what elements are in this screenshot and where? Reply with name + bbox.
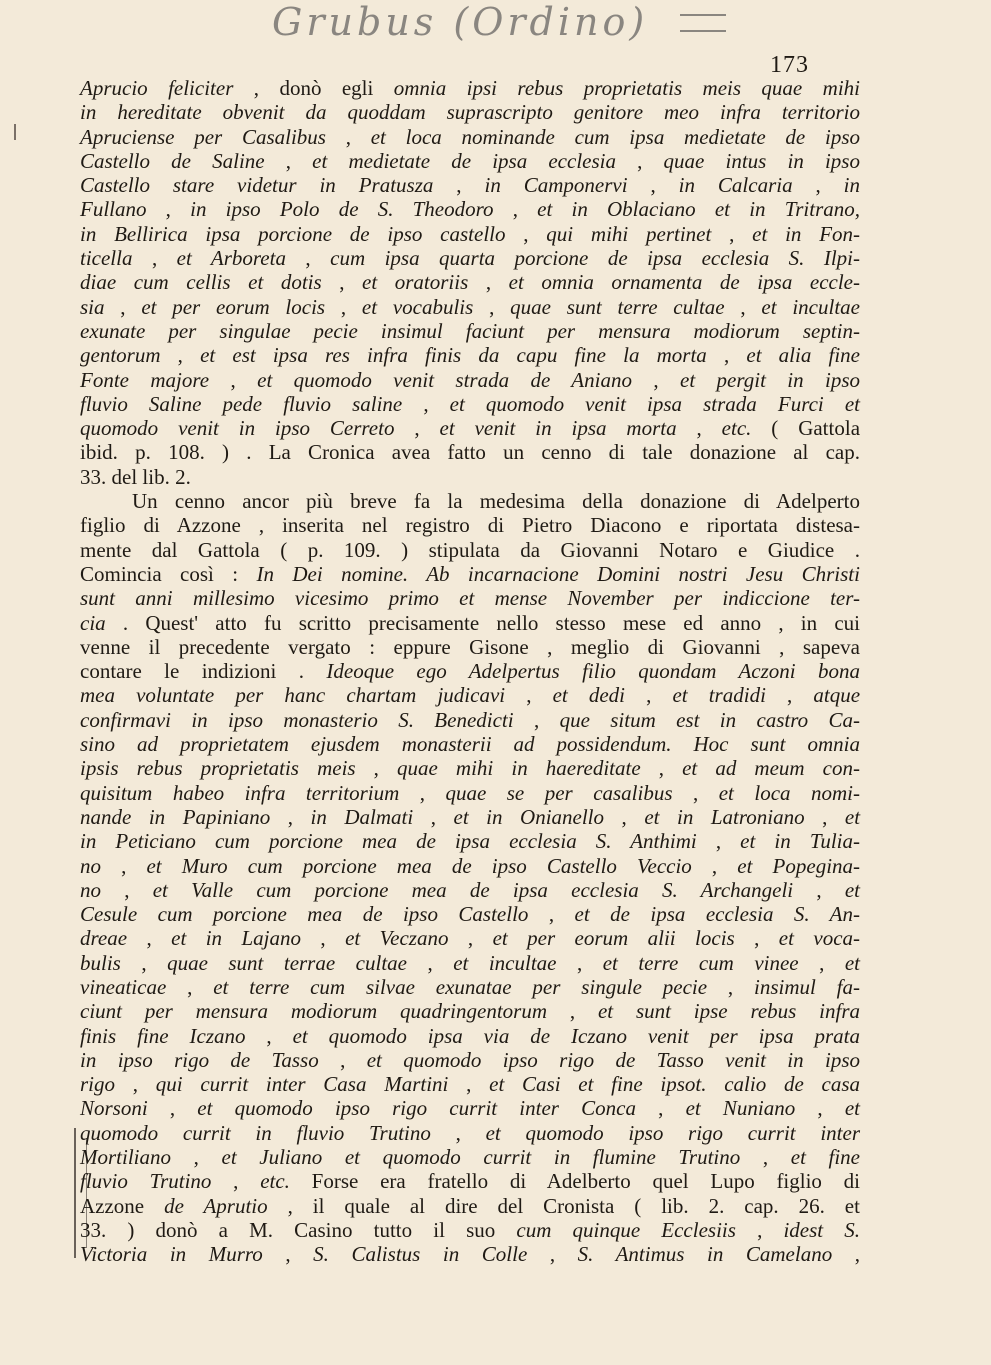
latin-quote-text: que situm est in castro Ca-: [559, 707, 861, 732]
commentary-text: ,: [707, 974, 754, 999]
text-line: [80, 416, 860, 440]
latin-quote-text: sia: [80, 294, 105, 319]
latin-quote-text: quomodo venit in ipso Cerreto: [80, 416, 395, 441]
text-line: [80, 732, 860, 756]
text-line: [80, 173, 860, 197]
commentary-text: ,: [793, 877, 845, 902]
latin-quote-text: et de ipsa ecclesia S. An-: [574, 902, 861, 927]
commentary-text: ,: [527, 1242, 578, 1267]
text-line: [80, 125, 860, 149]
latin-quote-text: idest S.: [783, 1217, 861, 1242]
latin-quote-text: et loca nomi-: [718, 780, 860, 805]
latin-quote-text: et per eorum alii locis: [492, 926, 735, 951]
commentary-text: ,: [832, 1242, 861, 1267]
text-line: [80, 708, 860, 732]
latin-quote-text: et quomodo ipsa via de Iczano venit per ipsa prata: [292, 1023, 860, 1048]
latin-quote-text: Castello de Saline: [80, 148, 265, 173]
latin-quote-text: cia: [80, 610, 106, 635]
commentary-text: ,: [101, 853, 147, 878]
latin-quote-text: et incultae: [453, 950, 557, 975]
latin-quote-text: quae mihi in haereditate: [397, 756, 641, 781]
commentary-text: ,: [795, 1096, 845, 1121]
handwritten-note: Grubus (Ordino): [272, 0, 649, 44]
text-line: [80, 76, 860, 100]
commentary-text: contare le indizioni .: [80, 659, 327, 684]
latin-quote-text: et in Onianello: [453, 804, 605, 829]
latin-quote-text: et in Fon-: [752, 221, 861, 246]
latin-quote-text: et est ipsa res infra finis da capu fine la morta: [200, 343, 707, 368]
commentary-text: ,: [264, 148, 313, 173]
text-line: [80, 562, 860, 586]
commentary-text: ,: [735, 1217, 784, 1242]
latin-quote-text: gentorum: [80, 343, 161, 368]
latin-quote-text: Victoria in Murro: [80, 1242, 263, 1267]
commentary-text: ,: [430, 1120, 486, 1145]
latin-quote-text: in ipso rigo de Tasso: [80, 1047, 319, 1072]
latin-quote-text: omnia ipsi rebus proprietatis meis quae mihi: [393, 76, 860, 100]
commentary-text: Comincia così :: [80, 561, 257, 586]
latin-quote-text: et quomodo ipso rigo currit inter Conca: [197, 1096, 636, 1121]
commentary-text: ,: [473, 294, 511, 319]
text-line: [80, 1242, 860, 1266]
commentary-text: ,: [406, 950, 454, 975]
commentary-text: ,: [505, 221, 547, 246]
latin-quote-text: et in Tulia-: [740, 829, 860, 854]
latin-quote-text: In Dei nomine. Ab incarnacione Domini nostri Jesu Christi: [256, 561, 860, 586]
text-line: [80, 1169, 860, 1193]
latin-quote-text: et voca-: [778, 926, 861, 951]
latin-quote-text: in Dalmati: [310, 804, 414, 829]
latin-quote-text: et omnia ornamenta de ipsa eccle-: [508, 270, 860, 295]
text-line: [80, 319, 860, 343]
latin-quote-text: in: [843, 173, 861, 198]
latin-quote-text: et in Lajano: [171, 926, 301, 951]
commentary-text: ,: [604, 804, 645, 829]
latin-quote-text: de Aprutio: [164, 1193, 268, 1218]
commentary-text: ,: [433, 173, 485, 198]
commentary-text: ,: [120, 950, 168, 975]
commentary-text: ,: [399, 780, 446, 805]
commentary-text: ,: [270, 804, 311, 829]
commentary-text: ,: [318, 1047, 367, 1072]
text-line: [80, 951, 860, 975]
text-line: [80, 1072, 860, 1096]
commentary-text: ,: [132, 246, 177, 271]
latin-quote-text: S. Calistus in Colle: [313, 1242, 528, 1267]
latin-quote-text: et: [844, 950, 861, 975]
latin-quote-text: dreae: [80, 926, 128, 951]
latin-quote-text: sunt anni millesimo vicesimo primo et mense November per indiccione ter-: [80, 586, 860, 611]
latin-quote-text: rigo: [80, 1072, 116, 1097]
text-line: [80, 100, 860, 124]
commentary-text: ,: [556, 950, 603, 975]
commentary-text: Forse era fratello di Adelberto quel Lupo figlio di: [289, 1169, 861, 1194]
latin-quote-text: diae cum cellis et dotis: [80, 270, 322, 295]
text-line: [80, 343, 860, 367]
commentary-text: ,: [513, 707, 560, 732]
latin-quote-text: et quomodo ipso rigo de Tasso venit in ipso: [366, 1047, 861, 1072]
commentary-text: ,: [798, 950, 845, 975]
latin-quote-text: cum quinque Ecclesiis: [516, 1217, 736, 1242]
commentary-text: ,: [640, 756, 683, 781]
text-line: [80, 805, 860, 829]
text-line: [80, 829, 860, 853]
latin-quote-text: qui mihi pertinet: [546, 221, 712, 246]
commentary-text: ,: [691, 853, 738, 878]
latin-quote-text: et vocabulis: [361, 294, 474, 319]
commentary-text: ,: [493, 197, 538, 222]
text-line: [80, 1218, 860, 1242]
latin-quote-text: exunate per singulae pecie insimul faciunt per mensura modiorum septin-: [80, 318, 860, 343]
commentary-text: ,: [765, 683, 814, 708]
latin-quote-text: ticella: [80, 246, 133, 271]
text-line: [80, 1024, 860, 1048]
latin-quote-text: vineaticae: [80, 974, 167, 999]
latin-quote-text: confirmavi in ipso monasterio S. Benedicti: [80, 707, 514, 732]
commentary-text: ,: [631, 367, 680, 392]
latin-quote-text: et Veczano: [345, 926, 449, 951]
body-text: [80, 76, 860, 1267]
commentary-text: ,: [615, 148, 664, 173]
text-line: [80, 586, 860, 610]
latin-quote-text: et Juliano et quomodo currit in flumine Trutino: [221, 1145, 741, 1170]
text-line: [80, 854, 860, 878]
latin-quote-text: S. Antimus in Camelano: [577, 1242, 833, 1267]
latin-quote-text: Norsoni: [80, 1096, 148, 1121]
latin-quote-text: et dedi: [552, 683, 625, 708]
text-line: [80, 538, 860, 562]
text-line: [80, 440, 860, 464]
commentary-text: ,: [147, 1096, 198, 1121]
commentary-text: ,: [245, 1023, 293, 1048]
latin-quote-text: quisitum habeo infra territorium: [80, 780, 400, 805]
latin-quote-text: et fine: [790, 1145, 861, 1170]
commentary-text: ,: [211, 1169, 261, 1194]
text-line: [80, 999, 860, 1023]
commentary-text: ,: [706, 343, 747, 368]
latin-quote-text: quae se per casalibus: [445, 780, 673, 805]
commentary-text: ,: [146, 197, 191, 222]
latin-quote-text: insimul fa-: [753, 974, 860, 999]
latin-quote-text: et alia fine: [746, 343, 860, 368]
commentary-text: ,: [321, 270, 363, 295]
commentary-text: ibid. p. 108. ) . La Cronica avea fatto un cenno di tale donazione al cap.: [80, 440, 860, 465]
latin-quote-text: no: [80, 853, 101, 878]
commentary-text: ,: [355, 756, 398, 781]
latin-quote-text: et oratoriis: [362, 270, 469, 295]
text-line: [80, 926, 860, 950]
text-line: [80, 368, 860, 392]
commentary-text: ,: [672, 780, 719, 805]
commentary-text: ,: [413, 804, 454, 829]
latin-quote-text: fluvio Saline pede fluvio saline: [80, 391, 403, 416]
text-line: [80, 295, 860, 319]
page-number: 173: [770, 52, 809, 78]
latin-quote-text: et venit in ipsa morta: [439, 416, 677, 441]
commentary-text: Azzone: [80, 1193, 165, 1218]
latin-quote-text: et: [844, 1096, 860, 1121]
commentary-text: ,: [547, 999, 598, 1024]
latin-quote-text: in Bellirica ipsa porcione de ipso castello: [80, 221, 506, 246]
latin-quote-text: et tradidi: [672, 683, 766, 708]
commentary-text: ,: [740, 1145, 791, 1170]
latin-quote-text: ipsis rebus proprietatis meis: [80, 756, 356, 781]
commentary-text: ,: [804, 804, 845, 829]
latin-quote-text: cum ipsa quarta porcione de ipsa ecclesia S. Ilpi-: [330, 246, 861, 271]
latin-quote-text: Cesule cum porcione mea de ipso Castello: [80, 902, 529, 927]
text-line: [80, 1121, 860, 1145]
commentary-text: ,: [792, 173, 844, 198]
text-line: [80, 611, 860, 635]
latin-quote-text: nande in Papiniano: [80, 804, 271, 829]
commentary-text: venne il precedente vergato : eppure Gisone , meglio di Giovanni , sapeva: [80, 634, 860, 659]
latin-quote-text: et Valle cum porcione mea de ipsa ecclesia S. Archangeli: [152, 877, 794, 902]
commentary-text: ,: [127, 926, 172, 951]
latin-quote-text: no: [80, 877, 101, 902]
text-line: [80, 1048, 860, 1072]
commentary-text: ,: [325, 124, 371, 149]
commentary-text: . Quest' atto fu scritto precisamente nello stesso mese ed anno , in cui: [105, 610, 860, 635]
latin-quote-text: et ad meum con-: [682, 756, 860, 781]
commentary-text: 33. del lib. 2.: [80, 464, 191, 489]
latin-quote-text: Aprucio feliciter: [80, 76, 234, 100]
commentary-text: , il quale al dire del Cronista ( lib. 2. cap. 26. et: [267, 1193, 860, 1218]
commentary-text: ,: [101, 877, 153, 902]
latin-quote-text: etc.: [721, 416, 752, 441]
text-line: [80, 1145, 860, 1169]
latin-quote-text: Fullano: [80, 197, 147, 222]
commentary-text: ( Gattola: [751, 416, 861, 441]
text-line: [80, 489, 860, 513]
text-line: [80, 683, 860, 707]
latin-quote-text: et loca nominande cum ipsa medietate de ipso: [370, 124, 861, 149]
latin-quote-text: et in Oblaciano et in Tritrano,: [537, 197, 861, 222]
latin-quote-text: fluvio Trutino: [80, 1169, 212, 1194]
latin-quote-text: et terre cum vinee: [602, 950, 799, 975]
text-line: [80, 149, 860, 173]
latin-quote-text: Fonte majore: [80, 367, 210, 392]
latin-quote-text: in Peticiano cum porcione mea de ipsa ecclesia S. Anthimi: [80, 829, 697, 854]
latin-quote-text: finis fine Iczano: [80, 1023, 246, 1048]
text-line: [80, 465, 860, 489]
latin-quote-text: atque: [813, 683, 861, 708]
margin-mark: [14, 124, 16, 140]
latin-quote-text: et quomodo venit strada de Aniano: [257, 367, 632, 392]
commentary-text: 33. ) donò a M. Casino tutto il suo: [80, 1217, 517, 1242]
latin-quote-text: et quomodo venit ipsa strada Furci et: [449, 391, 860, 416]
text-line: [80, 513, 860, 537]
latin-quote-text: et per eorum locis: [141, 294, 326, 319]
latin-quote-text: et: [844, 877, 861, 902]
text-line: [80, 246, 860, 270]
text-line: [80, 392, 860, 416]
commentary-text: , donò egli: [233, 76, 394, 100]
commentary-text: ,: [394, 416, 440, 441]
commentary-text: ,: [300, 926, 346, 951]
latin-quote-text: Castello stare videtur in Pratusza: [80, 173, 434, 198]
commentary-text: ,: [505, 683, 553, 708]
latin-quote-text: quae sunt terrae cultae: [167, 950, 407, 975]
commentary-text: ,: [734, 926, 779, 951]
commentary-text: ,: [171, 1145, 222, 1170]
latin-quote-text: Mortiliano: [80, 1145, 172, 1170]
latin-quote-text: sino ad proprietatem ejusdem monasterii ad possidendum. Hoc sunt omnia: [80, 732, 860, 757]
latin-quote-text: et: [844, 804, 861, 829]
latin-quote-text: et medietate de ipsa ecclesia: [312, 148, 616, 173]
latin-quote-text: et sunt ipse rebus infra: [597, 999, 861, 1024]
latin-quote-text: et in Latroniano: [644, 804, 805, 829]
text-line: [80, 902, 860, 926]
commentary-text: ,: [325, 294, 362, 319]
commentary-text: ,: [104, 294, 142, 319]
latin-quote-text: et pergit in ipso: [680, 367, 861, 392]
commentary-text: ,: [448, 926, 493, 951]
commentary-text: ,: [209, 367, 258, 392]
text-line: [80, 635, 860, 659]
latin-quote-text: in ipso Polo de S. Theodoro: [190, 197, 494, 222]
latin-quote-text: bulis: [80, 950, 121, 975]
latin-quote-text: qui currit inter Casa Martini: [155, 1072, 449, 1097]
commentary-text: Un cenno ancor più breve fa la medesima della donazione di Adelperto: [132, 489, 860, 514]
text-line: [80, 878, 860, 902]
latin-quote-text: quae sunt terre cultae: [510, 294, 725, 319]
latin-quote-text: in hereditate obvenit da quoddam suprascripto genitore meo infra territorio: [80, 100, 860, 125]
commentary-text: ,: [676, 416, 722, 441]
handwritten-double-dash: [680, 14, 726, 32]
commentary-text: ,: [528, 902, 575, 927]
margin-bracket-line: [74, 1128, 76, 1258]
commentary-text: ,: [627, 173, 679, 198]
text-line: [80, 659, 860, 683]
commentary-text: ,: [448, 1072, 490, 1097]
latin-quote-text: mea voluntate per hanc chartam judicavi: [80, 683, 506, 708]
latin-quote-text: ciunt per mensura modiorum quadringentorum: [80, 999, 548, 1024]
latin-quote-text: et Popegina-: [737, 853, 861, 878]
latin-quote-text: et Arboreta: [176, 246, 286, 271]
latin-quote-text: Ideoque ego Adelpertus filio quondam Aczoni bona: [326, 659, 860, 684]
commentary-text: ,: [166, 974, 214, 999]
commentary-text: figlio di Azzone , inserita nel registro di Pietro Diacono e riportata distesa-: [80, 513, 860, 538]
text-line: [80, 1194, 860, 1218]
latin-quote-text: et quomodo ipso rigo currit inter: [485, 1120, 860, 1145]
text-line: [80, 781, 860, 805]
latin-quote-text: et Casi et fine ipsot. calio de casa: [489, 1072, 861, 1097]
text-line: [80, 222, 860, 246]
commentary-text: ,: [711, 221, 753, 246]
latin-quote-text: et incultae: [761, 294, 860, 319]
commentary-text: ,: [468, 270, 509, 295]
latin-quote-text: quae intus in ipso: [663, 148, 860, 173]
text-line: [80, 975, 860, 999]
latin-quote-text: Apruciense per Casalibus: [80, 124, 326, 149]
text-line: [80, 197, 860, 221]
commentary-text: ,: [724, 294, 762, 319]
commentary-text: ,: [262, 1242, 314, 1267]
commentary-text: ,: [115, 1072, 156, 1097]
text-line: [80, 756, 860, 780]
commentary-text: mente dal Gattola ( p. 109. ) stipulata da Giovanni Notaro e Giudice .: [80, 537, 860, 562]
commentary-text: ,: [635, 1096, 686, 1121]
latin-quote-text: in Camponervi: [484, 173, 628, 198]
text-line: [80, 1096, 860, 1120]
commentary-text: ,: [696, 829, 741, 854]
latin-quote-text: et Nuniano: [685, 1096, 796, 1121]
text-line: [80, 270, 860, 294]
commentary-text: ,: [402, 391, 450, 416]
latin-quote-text: etc.: [260, 1169, 290, 1194]
commentary-text: ,: [625, 683, 673, 708]
latin-quote-text: et Muro cum porcione mea de ipso Castello Veccio: [146, 853, 692, 878]
commentary-text: ,: [285, 246, 331, 271]
latin-quote-text: in Calcaria: [678, 173, 793, 198]
latin-quote-text: quomodo currit in fluvio Trutino: [80, 1120, 431, 1145]
latin-quote-text: et terre cum silvae exunatae per singule pecie: [213, 974, 708, 999]
commentary-text: ,: [160, 343, 201, 368]
